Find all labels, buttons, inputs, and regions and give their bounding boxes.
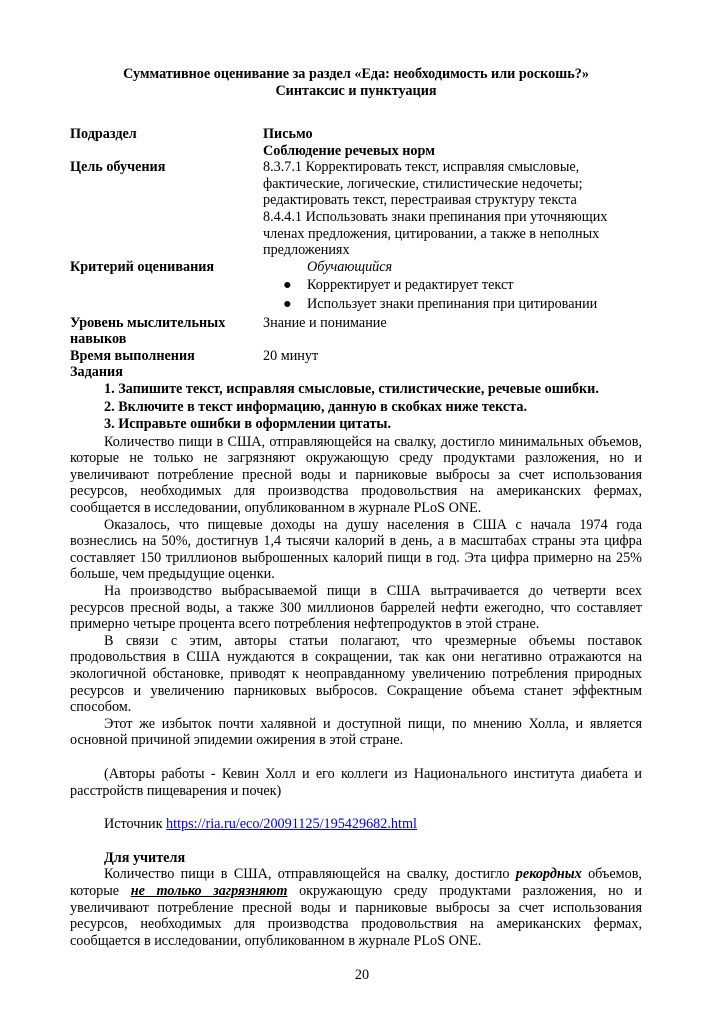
teacher-heading: Для учителя xyxy=(104,849,186,866)
emphasis-1: рекордных xyxy=(515,866,582,883)
subsection-label: Подраздел xyxy=(70,126,137,142)
task-item: 1. Запишите текст, исправляя смысловые, стилистические, речевые ошибки. xyxy=(104,380,599,397)
skills-label: Уровень мыслительных навыков xyxy=(70,314,226,348)
document-title xyxy=(70,66,642,100)
paragraph: Оказалось, что пищевые доходы на душу населения в США с начала 1974 года вознеслись на 50%, достигнув 1,4 тысячи калорий в день, а в масштабах страны эта цифра составляет 150 триллионов выброшенных калорий пищи в год. Эта цифра примерно на 25% больше, чем предыдущие оценки. xyxy=(70,516,642,583)
criteria-label: Критерий оценивания xyxy=(70,258,215,275)
emphasis-2: не только загрязняют xyxy=(130,882,288,899)
skills-row xyxy=(70,315,642,348)
paragraph: В связи с этим, авторы статьи полагают, что чрезмерные объемы поставок продовольствия в США нуждаются в сокращении, так как они негативно отражаются на экологичной обстановке, приводят к неоправданному увеличению потребления природных ресурсов и увеличению парниковых выбросов. Сокращение объема станет эффектным способом. xyxy=(70,632,642,716)
time-value: 20 минут xyxy=(263,347,319,364)
tasks-label: Задания xyxy=(70,364,123,381)
bullet-icon: ● xyxy=(283,277,292,294)
paragraph: На производство выбрасываемой пищи в США вытрачивается до четверти всех ресурсов пресной воды, а также 300 миллионов баррелей нефти ежегодно, что составляет примерно четыре процента всего потребления нефтепродуктов в этой стране. xyxy=(70,583,642,633)
criteria-learner: Обучающийся xyxy=(307,258,393,275)
paragraph: Этот же избыток почти халявной и доступной пищи, по мнению Холла, и является основной причиной эпидемии ожирения в этой стране. xyxy=(70,715,642,749)
skills-value: Знание и понимание xyxy=(263,314,387,331)
task-list xyxy=(70,381,642,433)
paragraph: Количество пищи в США, отправляющейся на свалку, достигло минимальных объемов, которые не только не загрязняют окружающую среду продуктами разложения, но и увеличивают потребление пресной воды и парниковые выбросы за счет использования ресурсов, необходимых для производства продовольствия на американских фермах, сообщается в исследовании, опубликованном в журнале PLoS ONE. xyxy=(70,433,642,517)
source-line xyxy=(70,816,642,833)
subsection-value-1: Письмо xyxy=(263,126,313,142)
criteria-item: ● Использует знаки препинания при цитировании xyxy=(283,295,598,312)
goal-text-1: 8.3.7.1 Корректировать текст, исправляя смысловые, фактические, логические, стилистические недочеты; редактировать текст, перестраивая структуру текста xyxy=(263,159,583,209)
teacher-paragraph: Количество пищи в США, отправляющейся на свалку, достигло рекордных объемов, которые не только загрязняют окружающую среду продуктами разложения, но и увеличивают потребление пресной воды и парниковые выбросы за счет использования ресурсов, необходимых для производства продовольствия на американских фермах, сообщается в исследовании, опубликованном в журнале PLoS ONE. xyxy=(70,866,643,949)
goal-row xyxy=(70,159,642,259)
goal-text-2: 8.4.4.1 Использовать знаки препинания при уточняющих членах предложения, цитировании, а также в неполных предложениях xyxy=(263,208,608,259)
meta-table xyxy=(70,126,642,381)
criteria-item: ● Корректирует и редактирует текст xyxy=(283,277,514,294)
task-item: 2. Включите в текст информацию, данную в скобках ниже текста. xyxy=(104,398,527,415)
criteria-row xyxy=(70,259,642,313)
bullet-icon: ● xyxy=(283,295,292,312)
title-line-2: Синтаксис и пунктуация xyxy=(275,83,437,99)
task-text xyxy=(70,434,642,749)
source-label: Источник xyxy=(104,816,163,833)
page-number: 20 xyxy=(354,967,370,983)
subsection-value-2: Соблюдение речевых норм xyxy=(263,142,435,159)
document-page xyxy=(70,66,642,949)
subsection-row xyxy=(70,126,642,159)
task-item: 3. Исправьте ошибки в оформлении цитаты. xyxy=(104,416,392,433)
time-label: Время выполнения xyxy=(70,347,195,364)
goal-label: Цель обучения xyxy=(70,159,166,176)
title-line-1: Суммативное оценивание за раздел «Еда: необходимость или роскошь?» xyxy=(123,66,589,82)
source-link[interactable]: https://ria.ru/eco/20091125/195429682.html xyxy=(166,816,417,833)
time-row xyxy=(70,348,642,365)
note: (Авторы работы - Кевин Холл и его коллеги из Национального института диабета и расстройств пищеварения и почек) xyxy=(70,765,642,799)
